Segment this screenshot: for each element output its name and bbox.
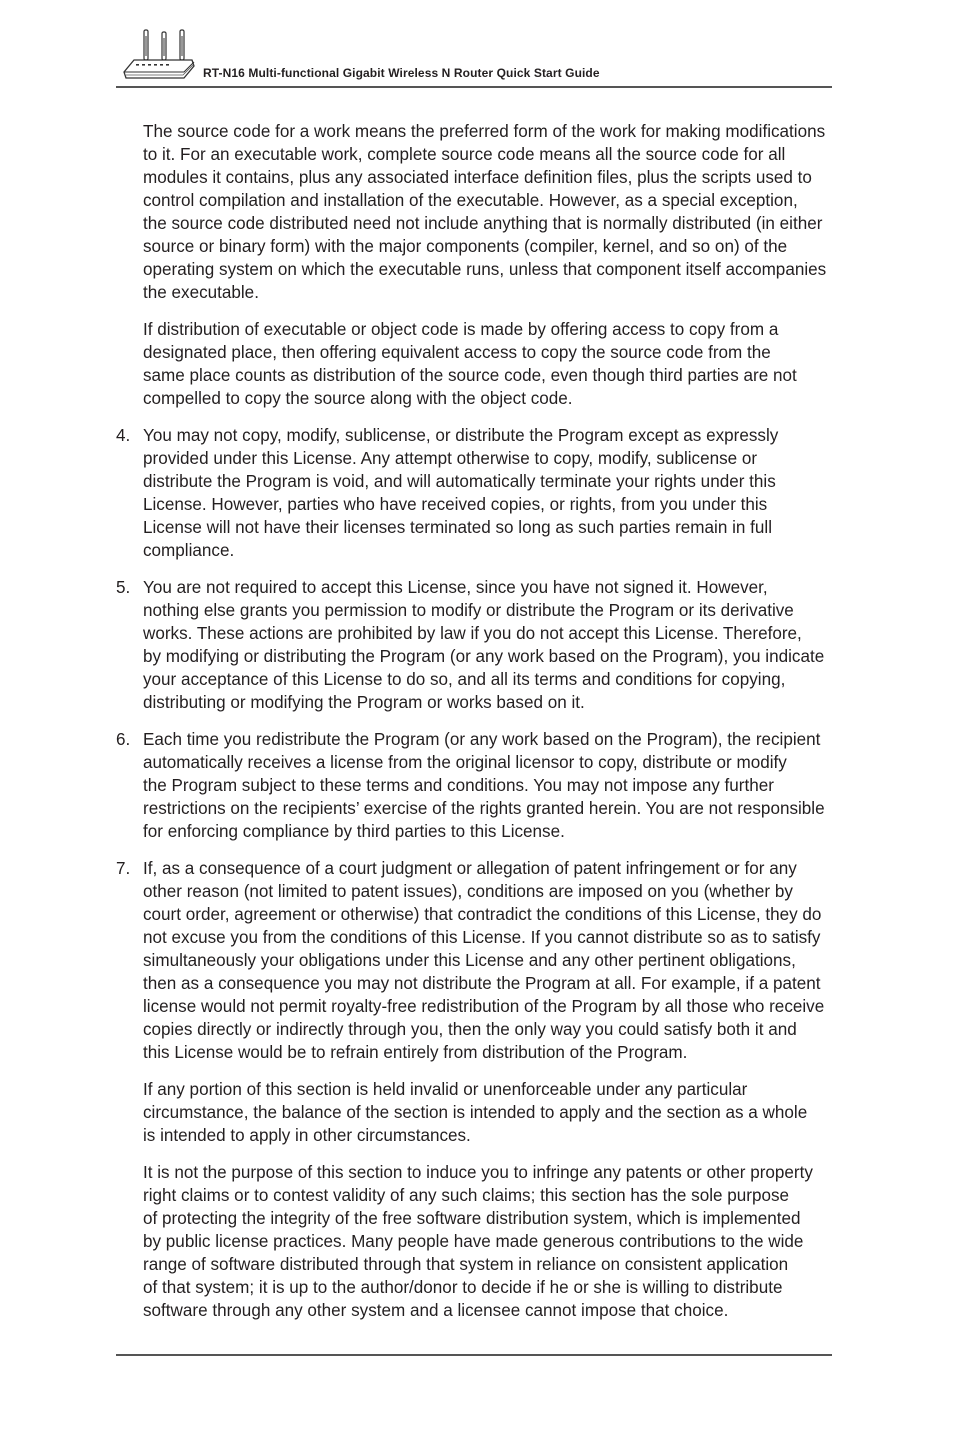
text-line: Each time you redistribute the Program (or any work based on the Program), the recipient — [143, 730, 821, 749]
paragraph-distribution — [143, 318, 836, 410]
text-line: to it. For an executable work, complete source code means all the source code for all — [143, 145, 786, 164]
list-item-number: 7. — [116, 859, 131, 878]
paragraph-purpose — [143, 1161, 836, 1322]
text-line: compliance. — [143, 541, 235, 560]
text-line: circumstance, the balance of the section is intended to apply and the section as a whole — [143, 1103, 808, 1122]
text-line: then as a consequence you may not distribute the Program at all. For example, if a patent — [143, 974, 821, 993]
text-line: same place counts as distribution of the source code, even though third parties are not — [143, 366, 797, 385]
list-item-text — [143, 424, 836, 562]
text-line: the executable. — [143, 283, 259, 302]
text-line: software through any other system and a licensee cannot impose that choice. — [143, 1301, 729, 1320]
text-line: License. However, parties who have received copies, or rights, from you under this — [143, 495, 768, 514]
text-line: If, as a consequence of a court judgment or allegation of patent infringement or for any — [143, 859, 797, 878]
text-line: You are not required to accept this License, since you have not signed it. However, — [143, 578, 768, 597]
text-line: source or binary form) with the major components (compiler, kernel, and so on) of the — [143, 237, 788, 256]
text-line: is intended to apply in other circumstances. — [143, 1126, 471, 1145]
text-line: works. These actions are prohibited by law if you do not accept this License. Therefore, — [143, 624, 802, 643]
router-icon — [120, 26, 196, 82]
text-line: You may not copy, modify, sublicense, or distribute the Program except as expressly — [143, 426, 779, 445]
text-line: designated place, then offering equivalent access to copy the source code from the — [143, 343, 771, 362]
text-line: If any portion of this section is held invalid or unenforceable under any particular — [143, 1080, 748, 1099]
text-line: modules it contains, plus any associated interface definition files, plus the scripts used to — [143, 168, 812, 187]
list-item-7 — [116, 857, 836, 1064]
text-line: not excuse you from the conditions of this License. If you cannot distribute so as to satisfy — [143, 928, 821, 947]
list-item-6 — [116, 728, 836, 843]
list-item-number: 4. — [116, 426, 131, 445]
list-item-5 — [116, 576, 836, 714]
text-line: simultaneously your obligations under this License and any other pertinent obligations, — [143, 951, 796, 970]
text-line: automatically receives a license from the original licensor to copy, distribute or modify — [143, 753, 787, 772]
text-line: control compilation and installation of the executable. However, as a special exception, — [143, 191, 798, 210]
text-line: right claims or to contest validity of any such claims; this section has the sole purpose — [143, 1186, 790, 1205]
footer-divider — [116, 1354, 832, 1356]
text-line: compelled to copy the source along with the object code. — [143, 389, 573, 408]
text-line: this License would be to refrain entirely from distribution of the Program. — [143, 1043, 688, 1062]
paragraph-invalid-portion — [143, 1078, 836, 1147]
text-line: your acceptance of this License to do so, and all its terms and conditions for copying, — [143, 670, 786, 689]
document-body — [116, 120, 836, 1336]
text-line: of protecting the integrity of the free software distribution system, which is implemented — [143, 1209, 801, 1228]
list-item-number: 5. — [116, 578, 131, 597]
document-header-title: RT-N16 Multi-functional Gigabit Wireless N Router Quick Start Guide — [203, 66, 600, 80]
list-item-number: 6. — [116, 730, 131, 749]
header-divider — [116, 86, 832, 88]
text-line: court order, agreement or otherwise) that contradict the conditions of this License, they do — [143, 905, 822, 924]
list-item-text — [143, 857, 836, 1064]
list-item-text — [143, 728, 836, 843]
text-line: nothing else grants you permission to modify or distribute the Program or its derivative — [143, 601, 794, 620]
text-line: by modifying or distributing the Program (or any work based on the Program), you indicate — [143, 647, 825, 666]
text-line: restrictions on the recipients’ exercise of the rights granted herein. You are not responsible — [143, 799, 825, 818]
text-line: by public license practices. Many people have made generous contributions to the wide — [143, 1232, 804, 1251]
text-line: provided under this License. Any attempt otherwise to copy, modify, sublicense or — [143, 449, 758, 468]
text-line: The source code for a work means the preferred form of the work for making modifications — [143, 122, 826, 141]
text-line: the source code distributed need not include anything that is normally distributed (in either — [143, 214, 823, 233]
text-line: License will not have their licenses terminated so long as such parties remain in full — [143, 518, 772, 537]
text-line: If distribution of executable or object code is made by offering access to copy from a — [143, 320, 779, 339]
text-line: license would not permit royalty-free redistribution of the Program by all those who receive — [143, 997, 825, 1016]
text-line: range of software distributed through that system in reliance on consistent application — [143, 1255, 789, 1274]
list-item-text — [143, 576, 836, 714]
paragraph-source-code — [143, 120, 836, 304]
text-line: It is not the purpose of this section to induce you to infringe any patents or other property — [143, 1163, 813, 1182]
text-line: copies directly or indirectly through you, then the only way you could satisfy both it and — [143, 1020, 797, 1039]
text-line: other reason (not limited to patent issues), conditions are imposed on you (whether by — [143, 882, 793, 901]
text-line: operating system on which the executable runs, unless that component itself accompanies — [143, 260, 827, 279]
text-line: distribute the Program is void, and will automatically terminate your rights under this — [143, 472, 776, 491]
list-item-4 — [116, 424, 836, 562]
text-line: of that system; it is up to the author/donor to decide if he or she is willing to distribute — [143, 1278, 783, 1297]
text-line: distributing or modifying the Program or works based on it. — [143, 693, 585, 712]
text-line: for enforcing compliance by third parties to this License. — [143, 822, 565, 841]
text-line: the Program subject to these terms and conditions. You may not impose any further — [143, 776, 774, 795]
